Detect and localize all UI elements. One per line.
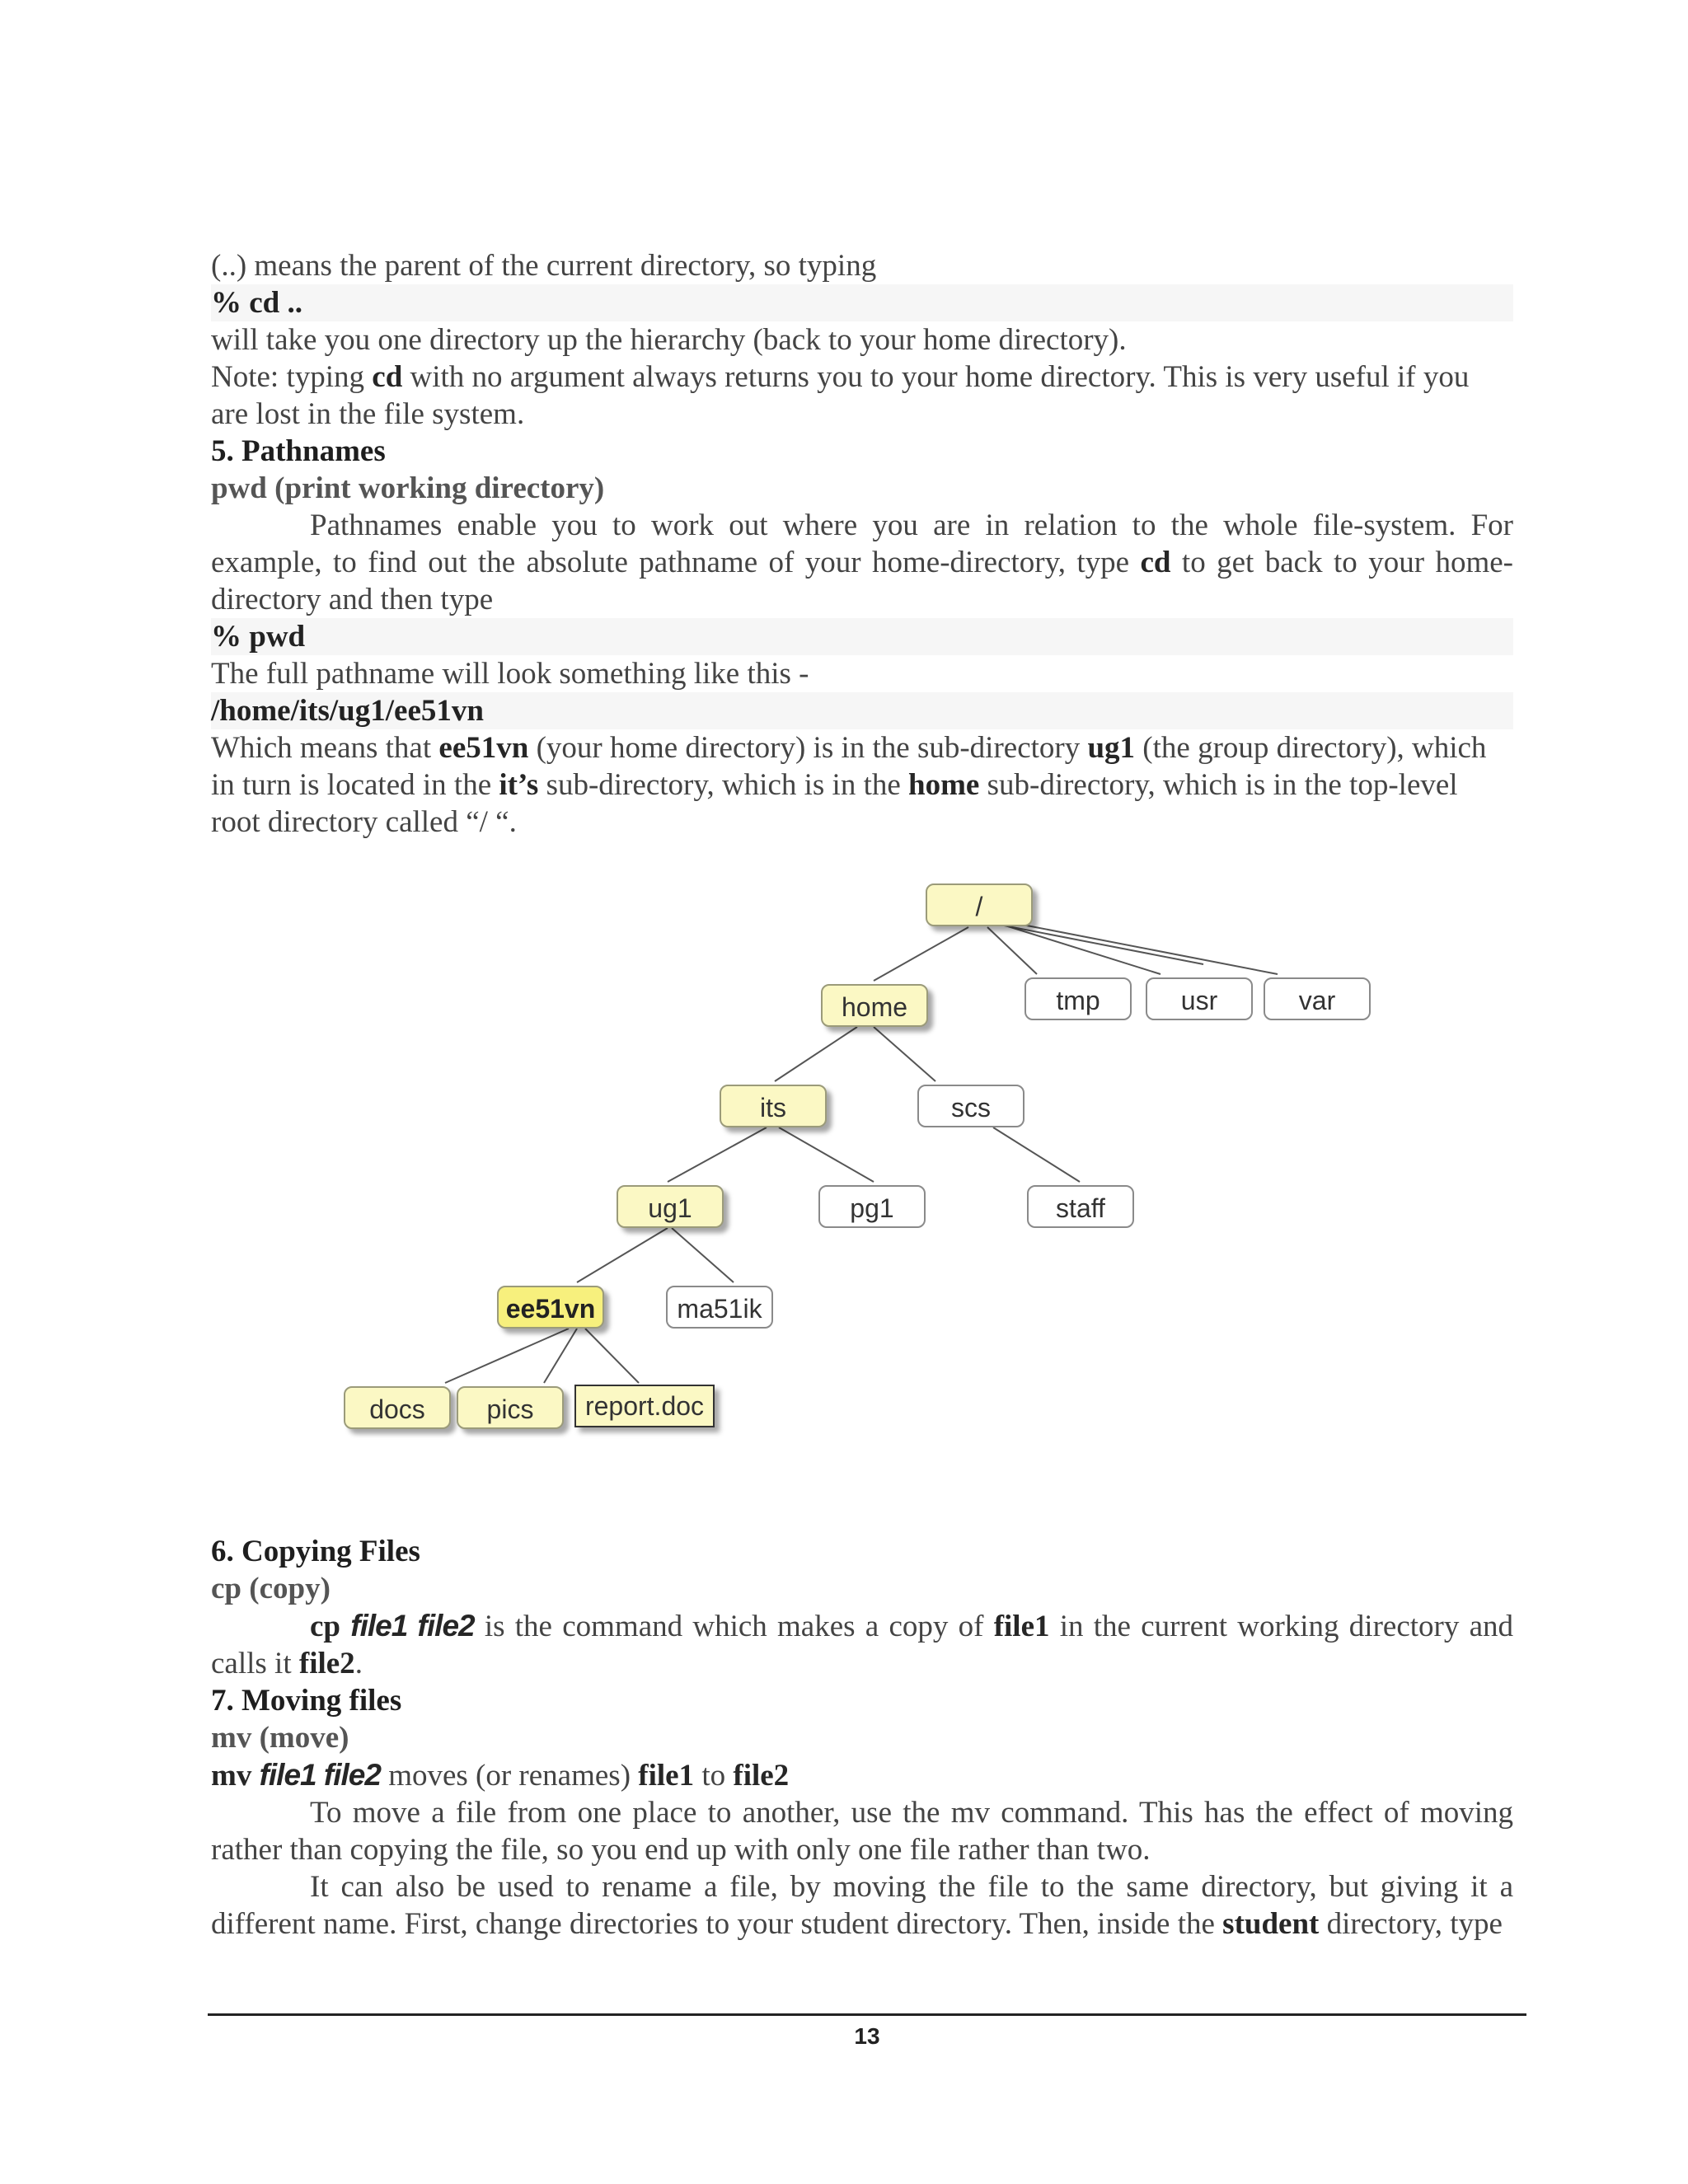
edge-its-pg1 [779, 1127, 874, 1182]
edge-root-var [1006, 921, 1278, 974]
node-scs: scs [917, 1085, 1025, 1127]
edge-root-home [874, 927, 968, 981]
p3-f: it’s [499, 768, 539, 802]
node-ma51ik: ma51ik [666, 1286, 773, 1329]
cd-command: % cd .. [211, 284, 1513, 321]
node-ug1: ug1 [617, 1185, 724, 1228]
pwd-command: % pwd [211, 618, 1513, 655]
mv-c: to [694, 1759, 734, 1793]
section-7-subheading: mv (move) [211, 1721, 349, 1755]
edge-ug1-ma51ik [672, 1228, 734, 1282]
p3-b: ee51vn [438, 731, 529, 765]
node-its: its [720, 1085, 827, 1127]
pathname-intro: The full pathname will look something like this - [211, 657, 809, 691]
mv-d: file2 [733, 1759, 790, 1793]
edge-ee51vn-docs [445, 1329, 569, 1383]
text-top [211, 247, 1513, 841]
p1-pre: Pathnames enable you to work out where you are in relation to the whole file-system. For example, to find out the absolute pathname of your home-directory, type [211, 509, 1513, 579]
edge-ee51vn-report [585, 1329, 639, 1383]
p1-cmd: cd [1140, 546, 1171, 579]
mv-cmd: mv [211, 1759, 252, 1793]
p3-h: home [908, 768, 980, 802]
node-report-doc: report.doc [574, 1385, 715, 1427]
node-var: var [1264, 977, 1371, 1020]
cp-d: file2 [298, 1647, 355, 1680]
section-7-heading: 7. Moving files [211, 1684, 402, 1718]
mv-args: file1 file2 [259, 1758, 381, 1792]
cp-a: is the command which makes a copy of [474, 1610, 994, 1643]
p3-i: sub-directory, which is in the top-level root directory called “/ “. [211, 768, 1458, 839]
mv-b: file1 [638, 1759, 695, 1793]
node-home: home [821, 984, 928, 1027]
mv-a: moves (or renames) [380, 1759, 639, 1793]
section-5-subheading: pwd (print working directory) [211, 471, 605, 505]
pathnames-paragraph [211, 507, 1513, 618]
p3-d: ug1 [1087, 731, 1136, 765]
edge-root-usr-2 [1000, 925, 1203, 964]
text-bottom [211, 1533, 1513, 1943]
edge-root-tmp [987, 927, 1037, 974]
node-pics: pics [457, 1386, 564, 1429]
example-path: /home/its/ug1/ee51vn [211, 692, 1513, 729]
p3-a: Which means that [211, 731, 439, 765]
node-tmp: tmp [1025, 977, 1132, 1020]
cp-c: in the current working directory and calls it [211, 1610, 1514, 1680]
node-root: / [926, 883, 1033, 926]
footer-rule [208, 2013, 1526, 2016]
note-pre: Note: typing [211, 360, 373, 394]
cp-paragraph [211, 1607, 1513, 1682]
mv-paragraph-1: To move a file from one place to another, use the mv command. This has the effect of moving rather than copying the file, so you end up with only one file rather than two. [211, 1796, 1513, 1867]
node-usr: usr [1146, 977, 1253, 1020]
mv2-b: student [1222, 1907, 1320, 1941]
cd-note [211, 359, 1513, 433]
section-6-heading: 6. Copying Files [211, 1535, 420, 1568]
p3-g: sub-directory, which is in the [538, 768, 909, 802]
section-6-subheading: cp (copy) [211, 1572, 331, 1605]
p1-post: to get back to your home-directory and then type [211, 546, 1513, 616]
node-docs: docs [344, 1386, 451, 1429]
cp-e: . [354, 1647, 363, 1680]
node-staff: staff [1027, 1185, 1134, 1228]
edge-root-usr [997, 923, 1160, 974]
edge-ug1-ee51vn [577, 1228, 668, 1282]
edge-its-ug1 [668, 1127, 767, 1182]
mv-paragraph-2 [211, 1868, 1513, 1943]
node-pg1: pg1 [818, 1185, 926, 1228]
cd-intro-line: (..) means the parent of the current directory, so typing [211, 249, 877, 283]
page-number: 13 [854, 2023, 880, 2049]
node-ee51vn: ee51vn [497, 1286, 604, 1329]
cd-result-line: will take you one directory up the hierarchy (back to your home directory). [211, 323, 1127, 357]
p3-e: (the group directory), which in turn is located in the [211, 731, 1487, 802]
cp-b: file1 [993, 1610, 1050, 1643]
mv-syntax-line [211, 1756, 1513, 1794]
mv2-c: directory, type [1319, 1907, 1503, 1941]
cp-args: file1 file2 [350, 1609, 475, 1643]
path-explanation [211, 729, 1513, 841]
edge-home-its [775, 1027, 857, 1081]
cp-cmd: cp [310, 1610, 340, 1643]
mv2-a: It can also be used to rename a file, by moving the file to the same directory, but giving it a different name. First, change directories to your student directory. Then, inside the [211, 1870, 1513, 1941]
section-5-heading: 5. Pathnames [211, 434, 386, 468]
edge-home-scs [874, 1027, 935, 1081]
note-post: with no argument always returns you to your home directory. This is very useful if you are lost in the file system. [211, 360, 1470, 431]
tree-connectors [321, 865, 1393, 1459]
directory-tree-diagram [321, 865, 1393, 1459]
p3-c: (your home directory) is in the sub-directory [528, 731, 1088, 765]
edge-scs-staff [993, 1127, 1080, 1182]
note-cmd: cd [372, 360, 403, 394]
